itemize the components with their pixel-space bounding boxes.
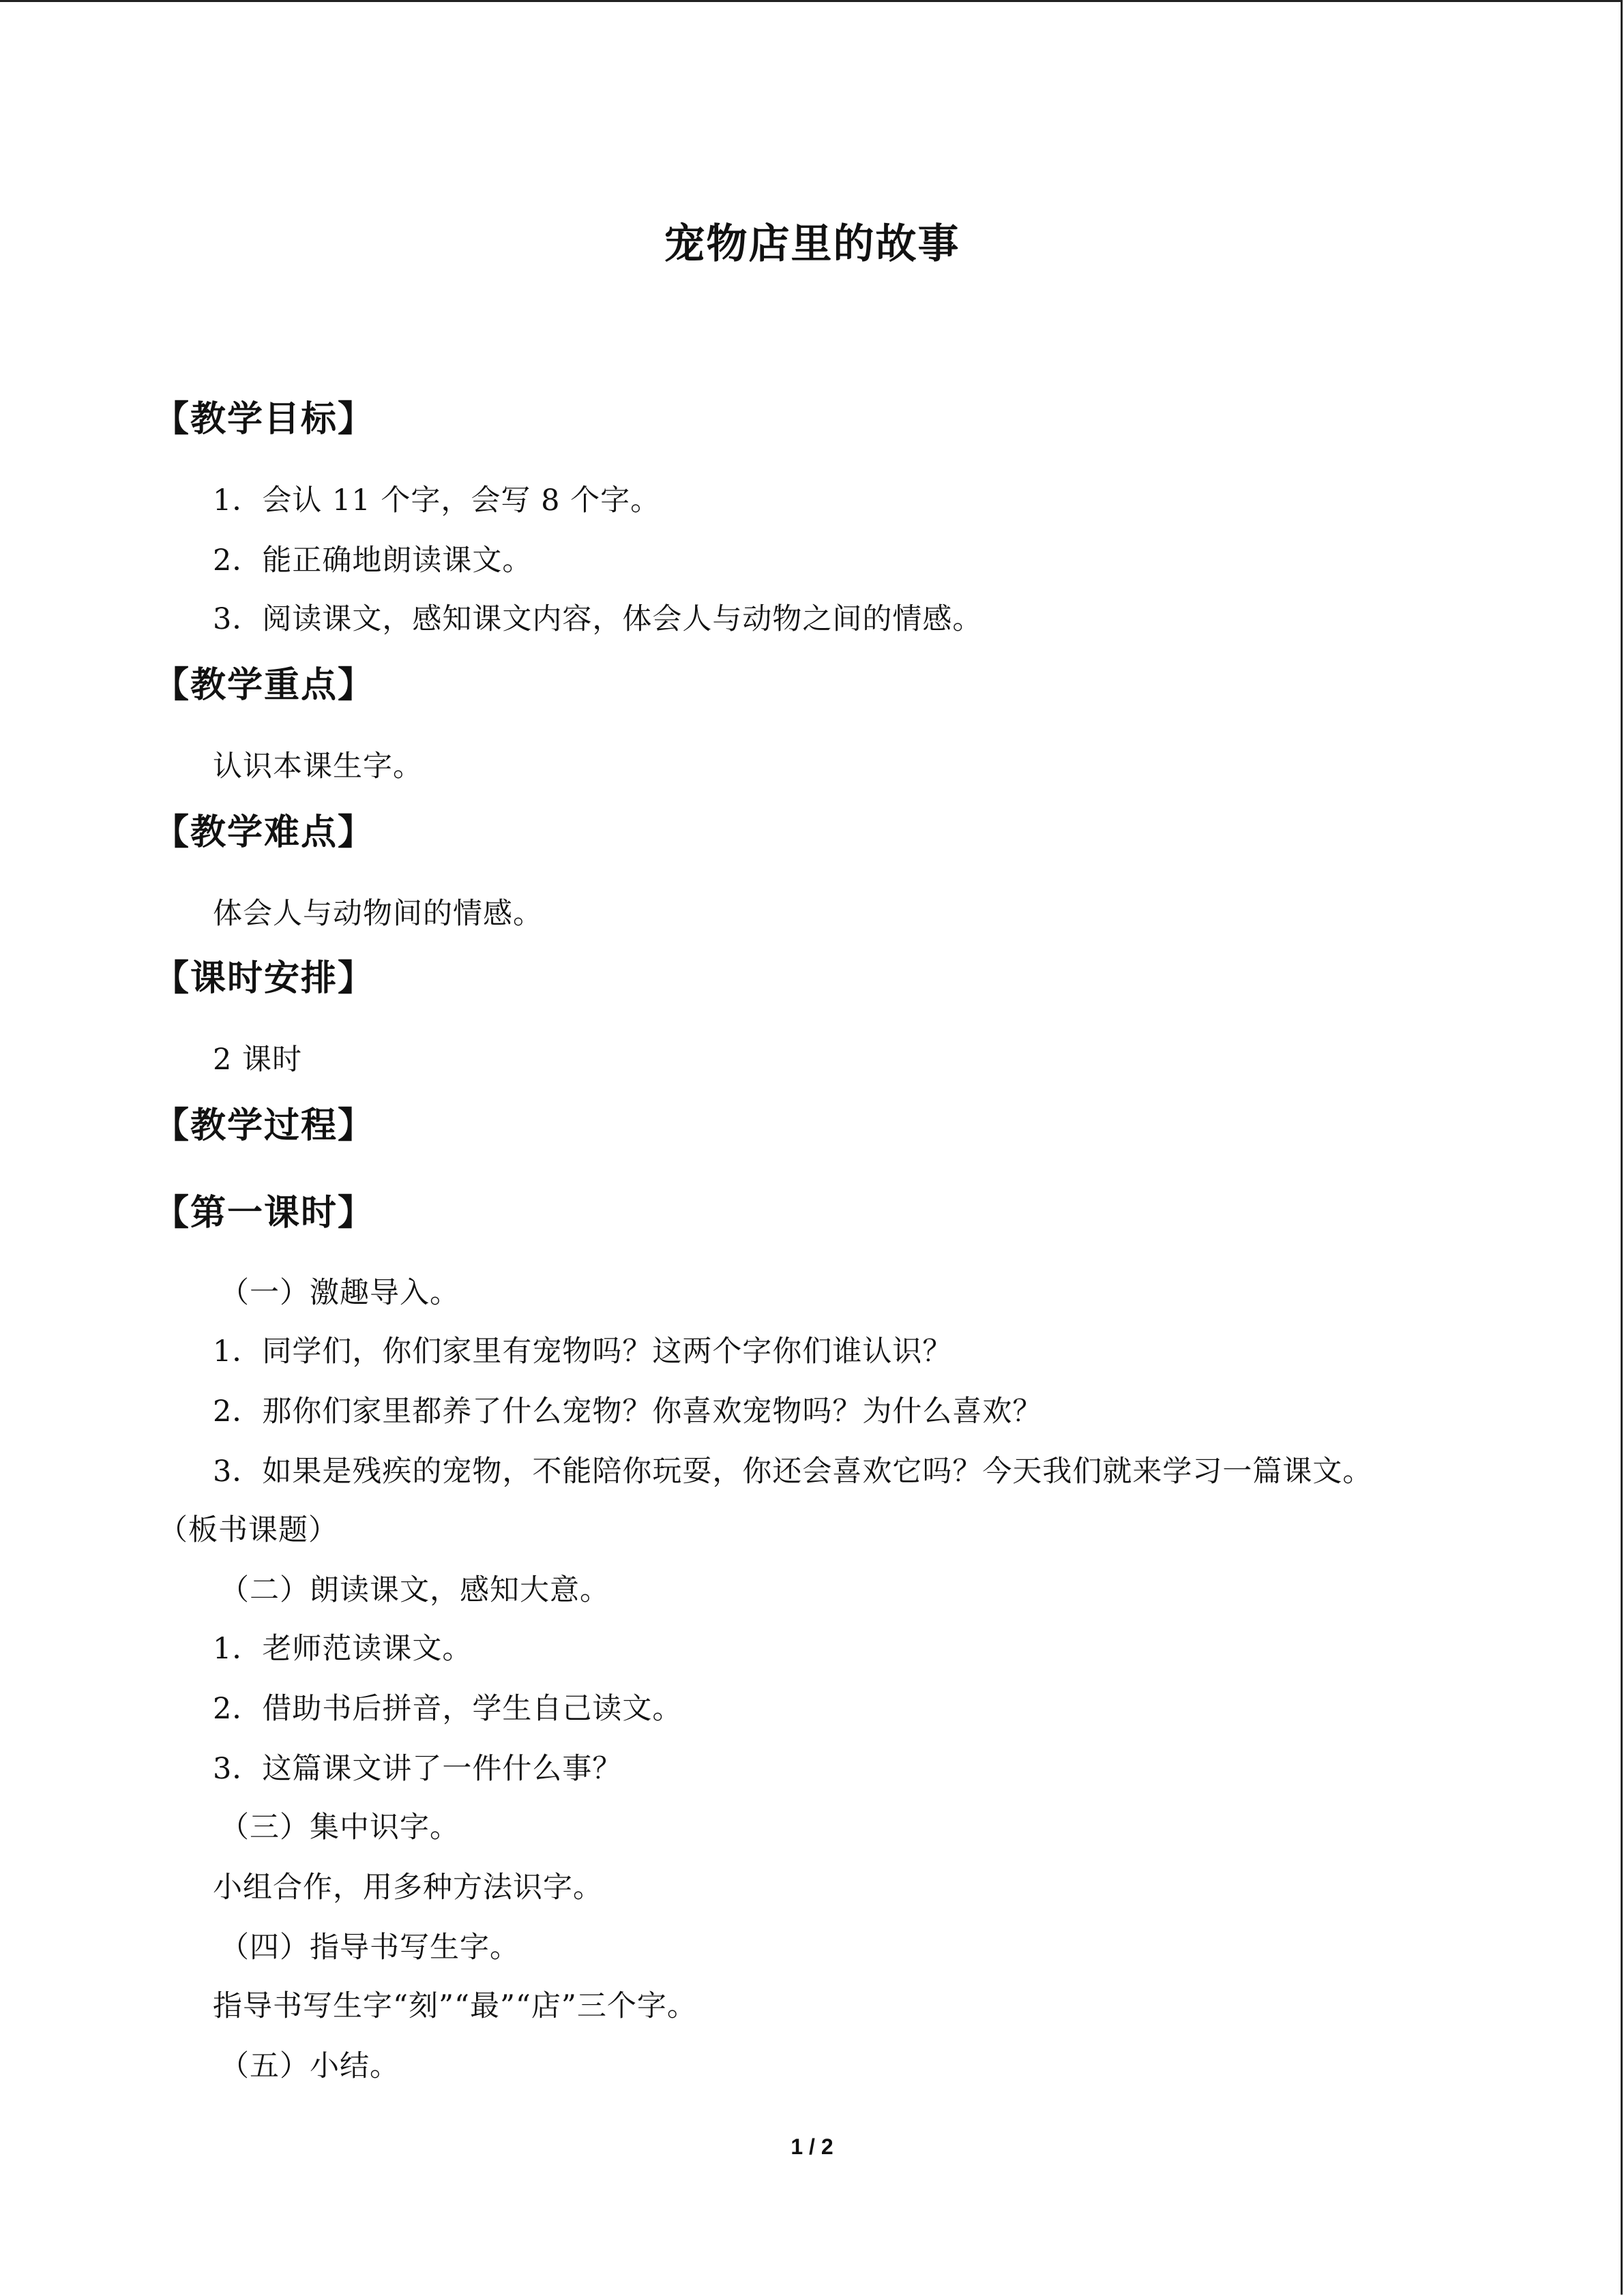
lesson-line: 指导书写生字“刻”“最”“店”三个字。 bbox=[213, 1989, 697, 2023]
lesson-line: 3．如果是残疾的宠物，不能陪你玩耍，你还会喜欢它吗？今天我们就来学习一篇课文。 bbox=[213, 1455, 1373, 1489]
lesson-line: 小组合作，用多种方法识字。 bbox=[213, 1870, 603, 1905]
objective-item-2: 2．能正确地朗读课文。 bbox=[213, 543, 533, 578]
lesson-line: 3．这篇课文讲了一件什么事？ bbox=[213, 1752, 623, 1786]
difficulties-text: 体会人与动物间的情感。 bbox=[213, 897, 543, 931]
lesson-line: （四）指导书写生字。 bbox=[220, 1930, 520, 1965]
heading-process: 【教学过程】 bbox=[153, 1105, 375, 1146]
heading-schedule: 【课时安排】 bbox=[153, 957, 375, 999]
key-points-text: 认识本课生字。 bbox=[213, 749, 423, 784]
objective-item-3: 3．阅读课文，感知课文内容，体会人与动物之间的情感。 bbox=[213, 602, 983, 636]
lesson-line: 1．同学们，你们家里有宠物吗？这两个字你们谁认识？ bbox=[213, 1335, 953, 1369]
schedule-text: 2 课时 bbox=[213, 1043, 303, 1077]
heading-objectives: 【教学目标】 bbox=[153, 398, 375, 440]
heading-key-points: 【教学重点】 bbox=[153, 664, 375, 706]
lesson-line: （三）集中识字。 bbox=[220, 1810, 460, 1845]
lesson-line: 2．那你们家里都养了什么宠物？你喜欢宠物吗？为什么喜欢？ bbox=[213, 1395, 1043, 1429]
lesson-line: （一）激趣导入。 bbox=[220, 1276, 460, 1310]
objective-item-1: 1．会认 11 个字，会写 8 个字。 bbox=[213, 483, 661, 518]
heading-difficulties: 【教学难点】 bbox=[153, 811, 375, 853]
page-number: 1 / 2 bbox=[791, 2134, 833, 2159]
lesson-line: （五）小结。 bbox=[220, 2049, 400, 2083]
lesson-line: （二）朗读课文，感知大意。 bbox=[220, 1573, 610, 1607]
lesson-line: 1．老师范读课文。 bbox=[213, 1632, 473, 1666]
lesson-line: 2．借助书后拼音，学生自己读文。 bbox=[213, 1692, 683, 1726]
heading-lesson-one: 【第一课时】 bbox=[153, 1192, 375, 1234]
page-title: 宠物店里的故事 bbox=[664, 220, 960, 268]
lesson-line: （板书课题） bbox=[158, 1513, 338, 1547]
